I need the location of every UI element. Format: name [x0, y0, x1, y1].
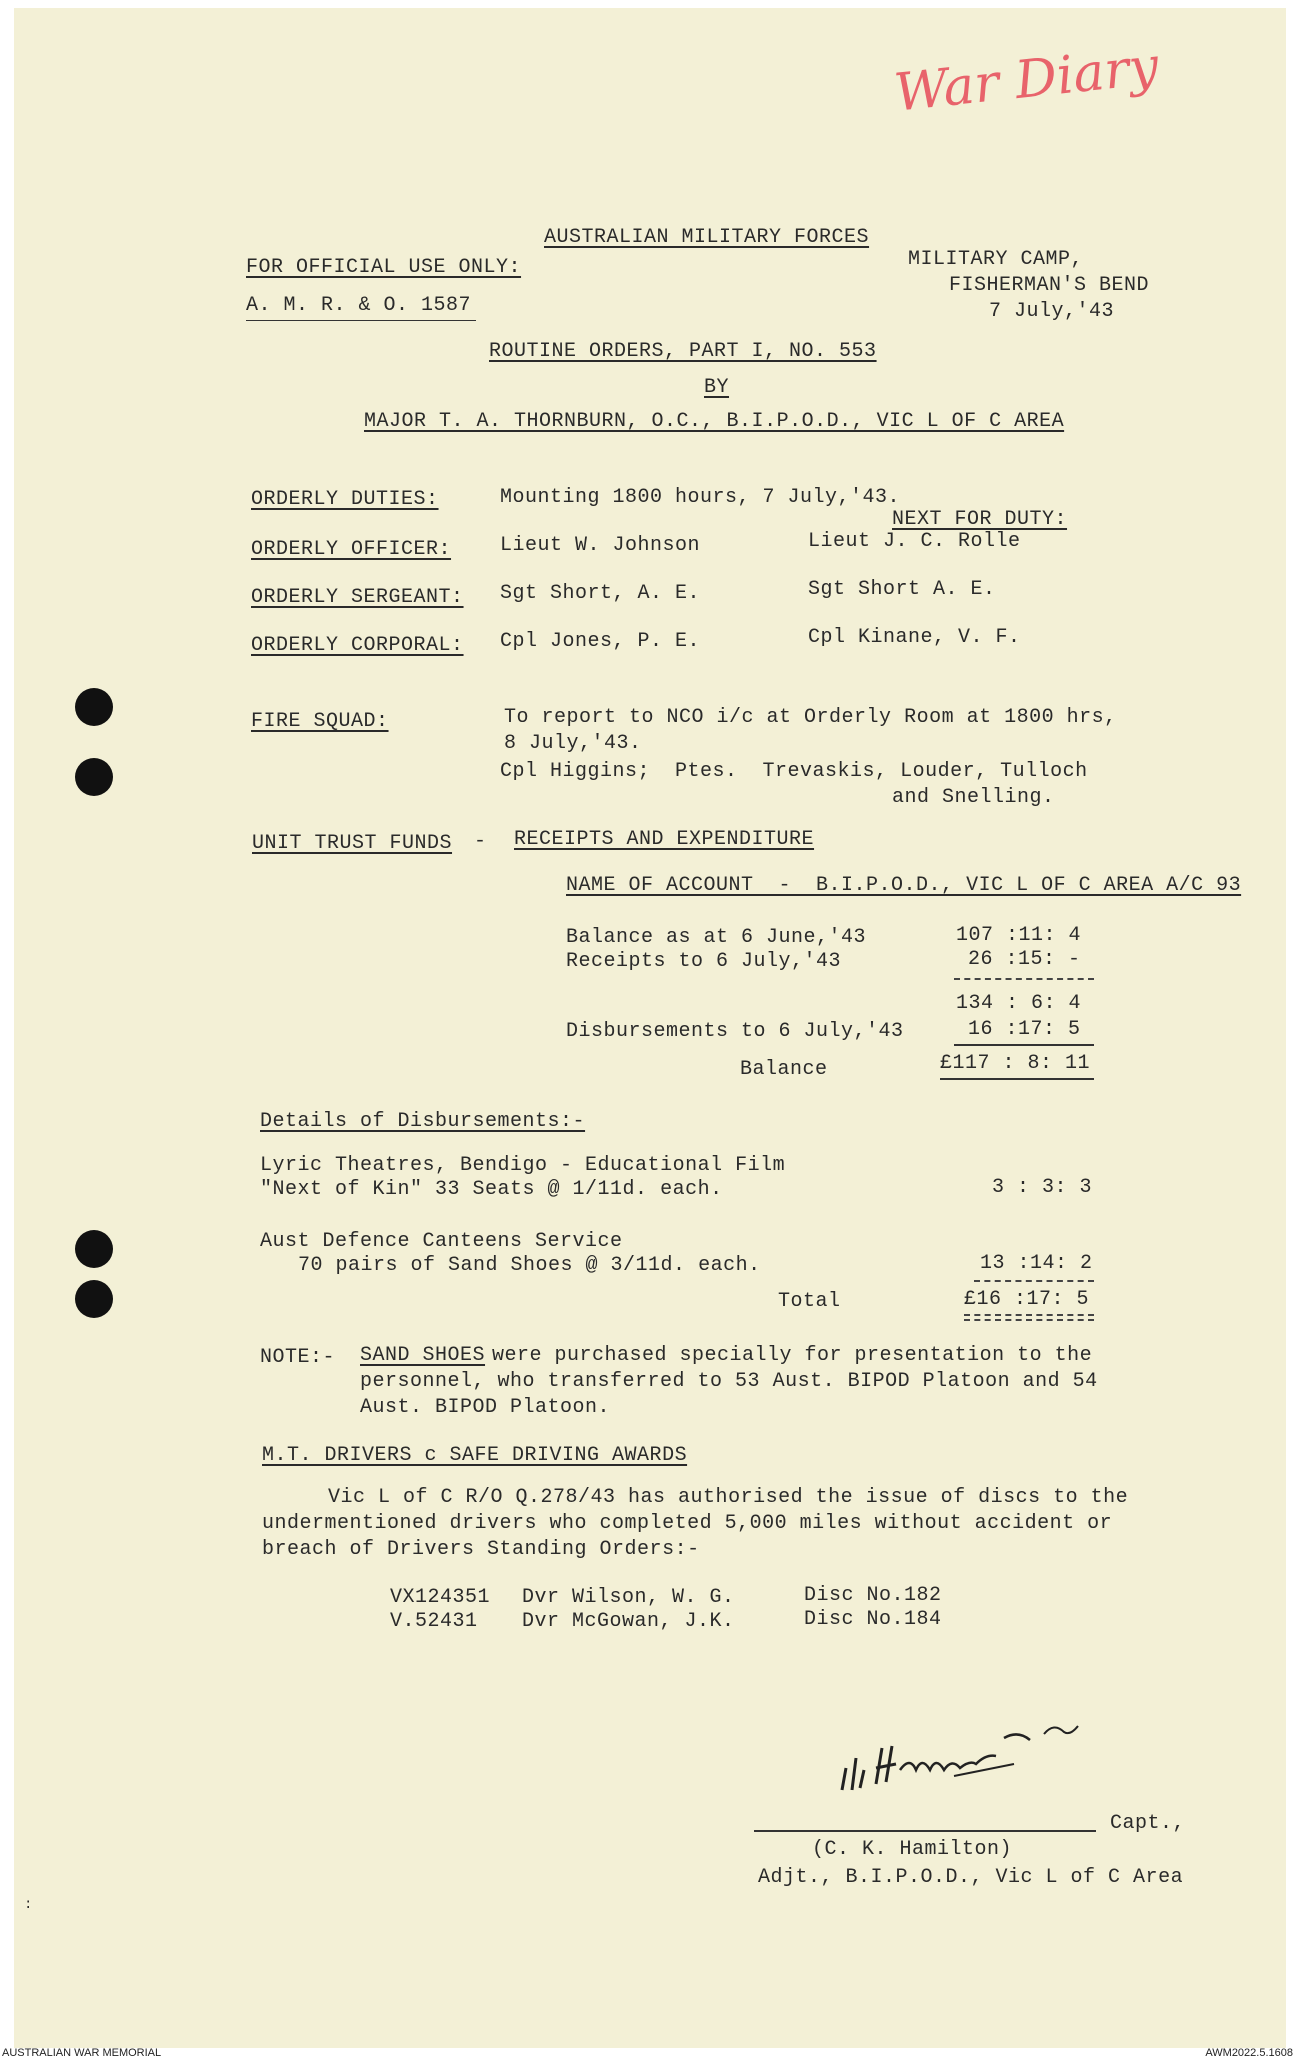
- duty-next: Sgt Short A. E.: [808, 578, 996, 601]
- footer-right: AWM2022.5.1608: [1205, 2047, 1293, 2059]
- official-use: FOR OFFICIAL USE ONLY:: [246, 256, 522, 279]
- signatory-title: Adjt., B.I.P.O.D., Vic L of C Area: [758, 1866, 1184, 1889]
- punch-hole: [75, 1230, 113, 1268]
- disbursement-amount: 13 :14: 2: [980, 1252, 1093, 1275]
- duty-current: Lieut W. Johnson: [500, 534, 701, 557]
- disbursement-line: "Next of Kin" 33 Seats @ 1/11d. each.: [260, 1178, 723, 1201]
- order-title: ROUTINE ORDERS, PART I, NO. 553: [489, 340, 877, 363]
- driver-number: V.52431: [390, 1610, 478, 1633]
- sum-rule: [954, 1044, 1094, 1046]
- driver-disc: Disc No.182: [804, 1584, 942, 1607]
- driver-name: Dvr Wilson, W. G.: [522, 1586, 735, 1609]
- fire-squad-line: and Snelling.: [892, 786, 1055, 809]
- reference: A. M. R. & O. 1587: [246, 294, 472, 317]
- ref-rule: [246, 320, 476, 321]
- disbursement-line: Lyric Theatres, Bendigo - Educational Film: [260, 1154, 786, 1177]
- drivers-heading: M.T. DRIVERS c SAFE DRIVING AWARDS: [262, 1444, 688, 1467]
- location: FISHERMAN'S BEND: [949, 274, 1150, 297]
- war-diary-annotation: War Diary: [891, 36, 1162, 124]
- funds-balance-label: Balance: [740, 1058, 828, 1081]
- funds-dash: -: [474, 830, 487, 853]
- next-for-duty-label: NEXT FOR DUTY:: [892, 508, 1068, 531]
- order-by: BY: [704, 376, 730, 399]
- funds-row-amount: 16 :17: 5: [968, 1018, 1081, 1041]
- note-emphasis: SAND SHOES: [360, 1344, 486, 1367]
- note-line: personnel, who transferred to 53 Aust. BIPOD Platoon and 54: [360, 1370, 1098, 1393]
- funds-row-label: Balance as at 6 June,'43: [566, 926, 867, 949]
- duty-next: Lieut J. C. Rolle: [808, 530, 1021, 553]
- drivers-paragraph: breach of Drivers Standing Orders:-: [262, 1538, 700, 1561]
- fire-squad-label: FIRE SQUAD:: [251, 710, 389, 733]
- punch-hole: [75, 758, 113, 796]
- disbursement-amount: 3 : 3: 3: [992, 1176, 1093, 1199]
- disbursement-line: Aust Defence Canteens Service: [260, 1230, 623, 1253]
- drivers-paragraph: Vic L of C R/O Q.278/43 has authorised the issue of discs to the: [328, 1486, 1129, 1509]
- disbursement-line: 70 pairs of Sand Shoes @ 3/11d. each.: [298, 1254, 761, 1277]
- driver-number: VX124351: [390, 1586, 491, 1609]
- driver-disc: Disc No.184: [804, 1608, 942, 1631]
- funds-subheading: RECEIPTS AND EXPENDITURE: [514, 828, 815, 851]
- margin-mark: :: [24, 1897, 33, 1913]
- note-label: NOTE:-: [260, 1346, 336, 1369]
- document-page: [14, 8, 1286, 2048]
- account-name: NAME OF ACCOUNT - B.I.P.O.D., VIC L OF C AREA A/C 93: [566, 874, 1242, 897]
- signatory-rank: Capt.,: [1110, 1812, 1186, 1835]
- drivers-paragraph: undermentioned drivers who completed 5,000 miles without accident or: [262, 1512, 1113, 1535]
- duty-next: Cpl Kinane, V. F.: [808, 626, 1021, 649]
- signatory-name: (C. K. Hamilton): [812, 1838, 1013, 1861]
- order-date: 7 July,'43: [989, 300, 1115, 323]
- org-heading: AUSTRALIAN MILITARY FORCES: [544, 226, 870, 249]
- funds-row-label: Receipts to 6 July,'43: [566, 950, 842, 973]
- note-line: Aust. BIPOD Platoon.: [360, 1396, 611, 1419]
- sum-rule: [964, 1314, 1094, 1316]
- footer-left: AUSTRALIAN WAR MEMORIAL: [2, 2047, 162, 2059]
- disbursements-total: £16 :17: 5: [964, 1288, 1090, 1311]
- funds-row-amount: 107 :11: 4: [956, 924, 1082, 947]
- fire-squad-line: Cpl Higgins; Ptes. Trevaskis, Louder, Tulloch: [500, 760, 1088, 783]
- duty-current: Cpl Jones, P. E.: [500, 630, 701, 653]
- fire-squad-line: 8 July,'43.: [504, 732, 642, 755]
- sum-rule: [964, 1319, 1094, 1321]
- sum-rule: [940, 1078, 1094, 1080]
- driver-name: Dvr McGowan, J.K.: [522, 1610, 735, 1633]
- punch-hole: [75, 688, 113, 726]
- funds-heading: UNIT TRUST FUNDS: [252, 832, 453, 855]
- duty-current: Mounting 1800 hours, 7 July,'43.: [500, 486, 901, 509]
- duty-label: ORDERLY OFFICER:: [251, 538, 452, 561]
- fire-squad-line: To report to NCO i/c at Orderly Room at 1800 hrs,: [504, 706, 1117, 729]
- funds-row-label: Disbursements to 6 July,'43: [566, 1020, 904, 1043]
- duty-label: ORDERLY DUTIES:: [251, 488, 439, 511]
- duty-current: Sgt Short, A. E.: [500, 582, 701, 605]
- duty-label: ORDERLY SERGEANT:: [251, 586, 464, 609]
- funds-balance-amount: £117 : 8: 11: [940, 1052, 1091, 1075]
- disbursements-total-label: Total: [778, 1290, 841, 1313]
- signature-line: [754, 1830, 1096, 1832]
- sum-rule: [974, 1280, 1094, 1282]
- handwritten-signature: [834, 1698, 1174, 1798]
- order-issuer: MAJOR T. A. THORNBURN, O.C., B.I.P.O.D., VIC L OF C AREA: [364, 410, 1065, 433]
- funds-row-amount: 26 :15: -: [968, 948, 1081, 971]
- camp: MILITARY CAMP,: [908, 248, 1084, 271]
- sum-rule: [954, 978, 1094, 980]
- funds-row-amount: 134 : 6: 4: [956, 992, 1082, 1015]
- note-line: were purchased specially for presentation to the: [492, 1344, 1093, 1367]
- disbursements-heading: Details of Disbursements:-: [260, 1110, 586, 1133]
- duty-label: ORDERLY CORPORAL:: [251, 634, 464, 657]
- punch-hole: [75, 1280, 113, 1318]
